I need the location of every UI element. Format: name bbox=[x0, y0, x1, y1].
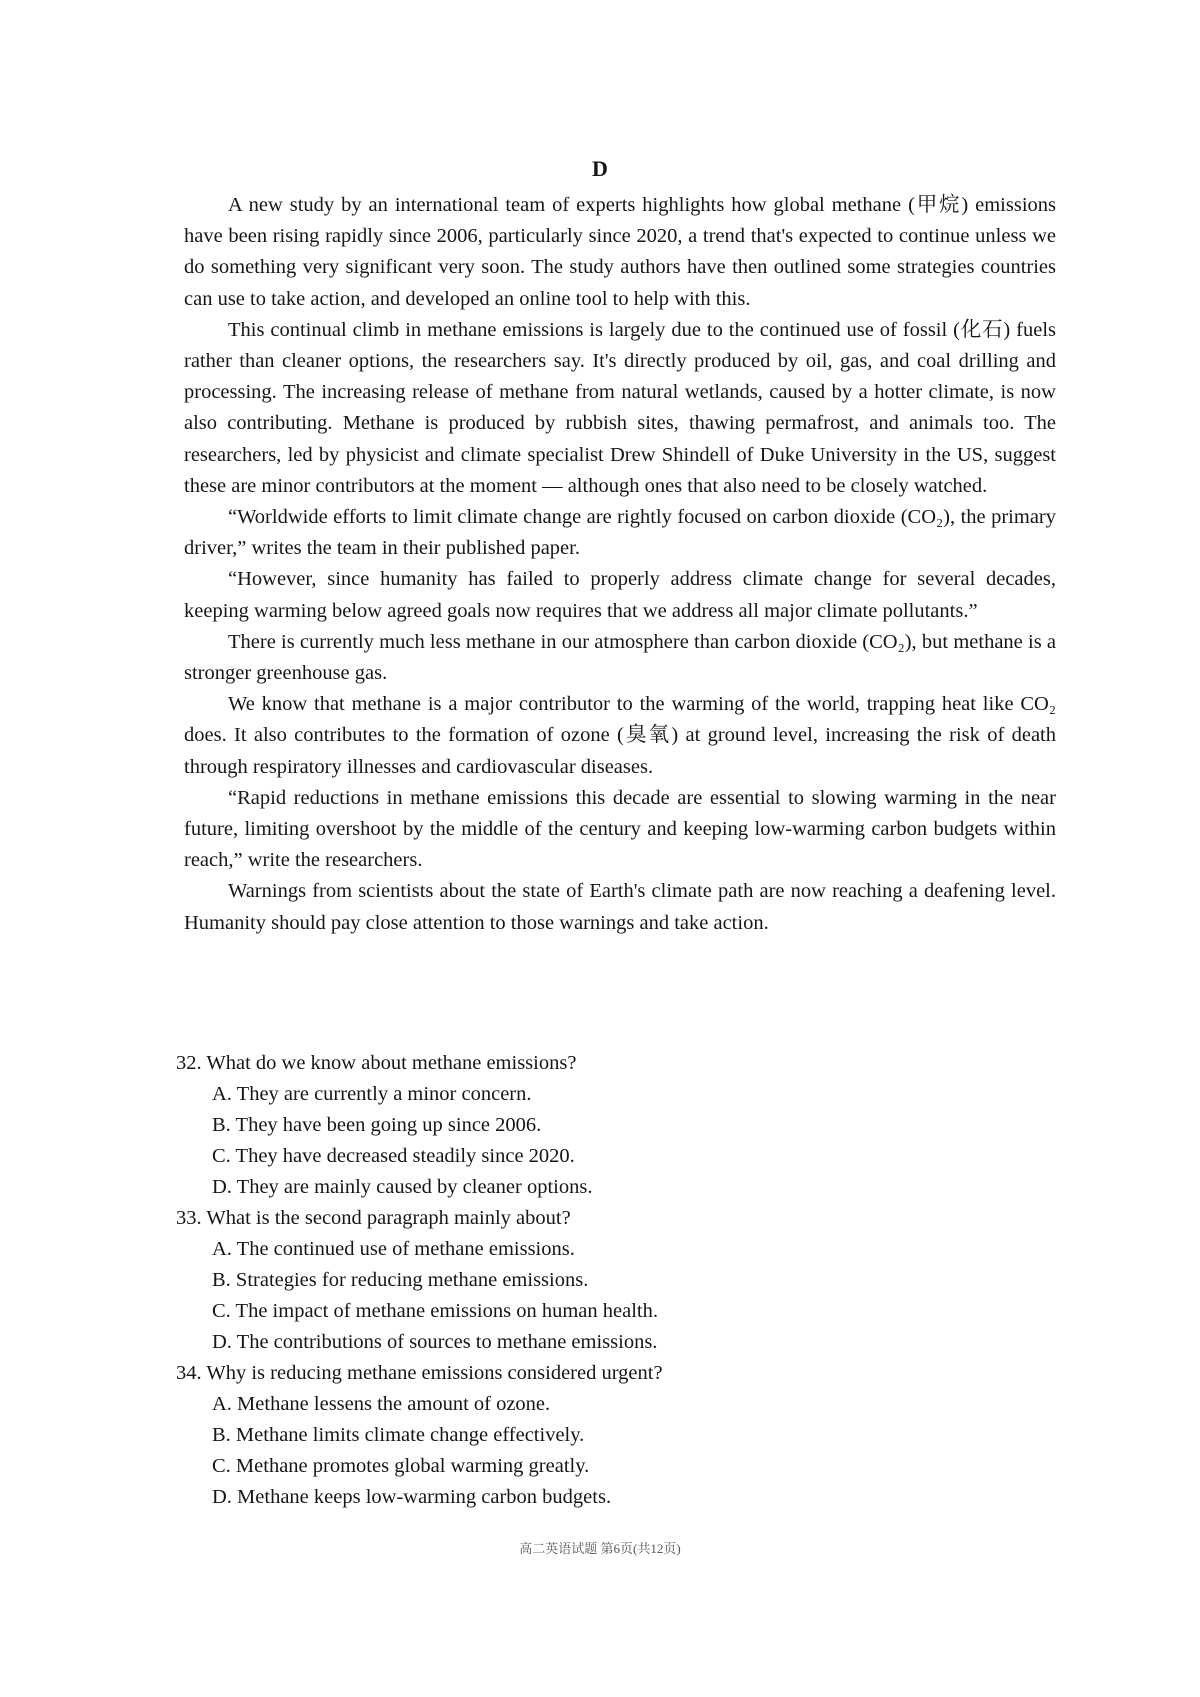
question-stem: 33. What is the second paragraph mainly about? bbox=[176, 1207, 571, 1229]
answer-option: C. The impact of methane emissions on human health. bbox=[212, 1300, 658, 1322]
answer-option: C. They have decreased steadily since 2020. bbox=[212, 1145, 575, 1167]
passage-paragraph: A new study by an international team of experts highlights how global methane (甲烷) emissions have been rising rapidly since 2006, particularly since 2020, a trend that's expected to continue unless we do something very significant very soon. The study authors have then outlined some strategies countries can use to take action, and developed an online tool to help with this. bbox=[184, 194, 1056, 310]
passage-paragraph: We know that methane is a major contributor to the warming of the world, trapping heat like CO₂ does. It also contributes to the formation of ozone (臭氧) at ground level, increasing the risk of death through respiratory illnesses and cardiovascular diseases. bbox=[184, 693, 1056, 778]
passage-paragraph: “However, since humanity has failed to properly address climate change for several decades, keeping warming below agreed goals now requires that we address all major climate pollutants.” bbox=[184, 568, 1056, 622]
question-stem: 32. What do we know about methane emissions? bbox=[176, 1052, 577, 1074]
answer-option: B. Strategies for reducing methane emissions. bbox=[212, 1269, 589, 1291]
passage-paragraph: This continual climb in methane emissions is largely due to the continued use of fossil (化石) fuels rather than cleaner options, the researchers say. It's directly produced by oil, gas, and coal drilling and processing. The increasing release of methane from natural wetlands, caused by a hotter climate, is now also contributing. Methane is produced by rubbish sites, thawing permafrost, and animals too. The researchers, led by physicist and climate specialist Drew Shindell of Duke University in the US, suggest these are minor contributors at the moment — although ones that also need to be closely watched. bbox=[184, 318, 1056, 497]
passage-paragraph: There is currently much less methane in our atmosphere than carbon dioxide (CO₂), but methane is a stronger greenhouse gas. bbox=[184, 630, 1056, 685]
question-list bbox=[176, 1048, 1056, 1513]
answer-option: B. They have been going up since 2006. bbox=[212, 1114, 542, 1136]
passage-paragraph: “Worldwide efforts to limit climate change are rightly focused on carbon dioxide (CO₂), the primary driver,” writes the team in their published paper. bbox=[184, 506, 1056, 560]
answer-option: A. The continued use of methane emissions. bbox=[212, 1238, 575, 1260]
answer-option: C. Methane promotes global warming greatly. bbox=[212, 1455, 590, 1477]
page-footer: 高二英语试题 第6页(共12页) bbox=[519, 1541, 681, 1556]
question-33 bbox=[176, 1203, 1056, 1358]
passage-paragraph: “Rapid reductions in methane emissions this decade are essential to slowing warming in the near future, limiting overshoot by the middle of the century and keeping low-warming carbon budgets within reach,” write the researchers. bbox=[184, 786, 1056, 872]
answer-option: B. Methane limits climate change effectively. bbox=[212, 1424, 585, 1446]
answer-option: D. Methane keeps low-warming carbon budgets. bbox=[212, 1486, 612, 1508]
answer-option: A. Methane lessens the amount of ozone. bbox=[212, 1393, 551, 1415]
answer-option: D. They are mainly caused by cleaner options. bbox=[212, 1176, 593, 1198]
question-32 bbox=[176, 1048, 1056, 1203]
question-stem: 34. Why is reducing methane emissions considered urgent? bbox=[176, 1362, 663, 1384]
answer-option: A. They are currently a minor concern. bbox=[212, 1083, 532, 1105]
question-34 bbox=[176, 1358, 1056, 1513]
answer-option: D. The contributions of sources to methane emissions. bbox=[212, 1331, 658, 1353]
reading-passage bbox=[184, 190, 1056, 939]
section-title: D bbox=[592, 156, 608, 181]
passage-paragraph: Warnings from scientists about the state of Earth's climate path are now reaching a deafening level. Humanity should pay close attention to those warnings and take action. bbox=[184, 880, 1056, 934]
